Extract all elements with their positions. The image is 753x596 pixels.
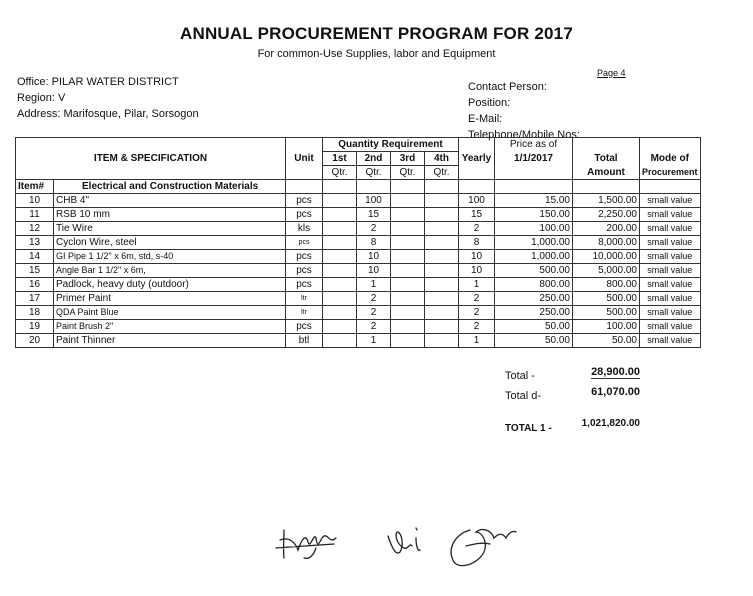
item-unit: btl [286, 334, 323, 348]
item-mode: small value [640, 278, 701, 292]
item-unit: pcs [286, 236, 323, 250]
item-total: 1,500.00 [573, 194, 640, 208]
table-row [16, 334, 701, 348]
item-q4 [425, 264, 459, 278]
item-unit: pcs [286, 194, 323, 208]
office-value: PILAR WATER DISTRICT [51, 76, 179, 88]
document-subtitle: For common-Use Supplies, labor and Equipment [257, 48, 496, 60]
item-yearly: 2 [459, 320, 495, 334]
item-q1 [323, 222, 357, 236]
item-q3 [391, 292, 425, 306]
q1-qtr: Qtr. [323, 166, 357, 180]
contact-info [468, 79, 580, 143]
address-line [17, 106, 199, 122]
item-price: 1,000.00 [495, 250, 573, 264]
mode-header-spacer [640, 138, 701, 152]
item-unit: pcs [286, 264, 323, 278]
item-number: 18 [16, 306, 54, 320]
item-q3 [391, 334, 425, 348]
item-number: 17 [16, 292, 54, 306]
item-yearly: 2 [459, 292, 495, 306]
document-title: ANNUAL PROCUREMENT PROGRAM FOR 2017 [179, 24, 573, 43]
item-description: GI Pipe 1 1/2" x 6m, std, s-40 [54, 250, 286, 264]
totals-block [505, 366, 640, 436]
item-description: Cyclon Wire, steel [54, 236, 286, 250]
item-number-header: Item# [16, 180, 54, 194]
unit-header: Unit [286, 138, 323, 180]
item-unit: pcs [286, 320, 323, 334]
mode-header-line2: Procurement [640, 166, 701, 180]
item-description: RSB 10 mm [54, 208, 286, 222]
item-price: 150.00 [495, 208, 573, 222]
q4-header: 4th [425, 152, 459, 166]
item-q2: 2 [357, 306, 391, 320]
item-q3 [391, 250, 425, 264]
item-q1 [323, 306, 357, 320]
category-label: Electrical and Construction Materials [54, 180, 286, 194]
item-q4 [425, 320, 459, 334]
item-mode: small value [640, 222, 701, 236]
office-label: Office: [17, 76, 49, 88]
item-q3 [391, 194, 425, 208]
item-yearly: 1 [459, 278, 495, 292]
signature-1 [276, 530, 336, 558]
item-q3 [391, 264, 425, 278]
table-row [16, 250, 701, 264]
item-price: 50.00 [495, 334, 573, 348]
price-header-spacer [495, 166, 573, 180]
item-q4 [425, 236, 459, 250]
item-mode: small value [640, 292, 701, 306]
item-mode: small value [640, 334, 701, 348]
item-q2: 10 [357, 264, 391, 278]
table-row [16, 320, 701, 334]
item-number: 16 [16, 278, 54, 292]
item-total: 2,250.00 [573, 208, 640, 222]
quantity-requirement-header: Quantity Requirement [323, 138, 459, 152]
item-q4 [425, 250, 459, 264]
item-number: 19 [16, 320, 54, 334]
item-q2: 2 [357, 292, 391, 306]
item-total: 200.00 [573, 222, 640, 236]
item-mode: small value [640, 250, 701, 264]
item-yearly: 15 [459, 208, 495, 222]
position-label: Position: [468, 97, 511, 109]
item-yearly: 1 [459, 334, 495, 348]
item-description: Primer Paint [54, 292, 286, 306]
price-header-line1: Price as of [495, 138, 573, 152]
item-total: 500.00 [573, 292, 640, 306]
total-header-spacer [573, 138, 640, 152]
item-q4 [425, 194, 459, 208]
item-mode: small value [640, 194, 701, 208]
item-q4 [425, 222, 459, 236]
table-body [16, 194, 701, 348]
office-line [17, 74, 199, 90]
item-q1 [323, 292, 357, 306]
item-mode: small value [640, 320, 701, 334]
item-total: 10,000.00 [573, 250, 640, 264]
table-row [16, 194, 701, 208]
item-q2: 10 [357, 250, 391, 264]
item-unit: pcs [286, 250, 323, 264]
price-header-line2: 1/1/2017 [495, 152, 573, 166]
item-yearly: 100 [459, 194, 495, 208]
phone-label: Telephone/Mobile Nos: [468, 129, 580, 141]
signatures [270, 508, 530, 578]
item-q4 [425, 208, 459, 222]
yearly-header: Yearly [459, 138, 495, 180]
item-q1 [323, 278, 357, 292]
item-yearly: 10 [459, 264, 495, 278]
item-mode: small value [640, 306, 701, 320]
item-number: 15 [16, 264, 54, 278]
item-number: 13 [16, 236, 54, 250]
item-unit: pcs [286, 208, 323, 222]
table-row [16, 292, 701, 306]
item-number: 10 [16, 194, 54, 208]
item-yearly: 8 [459, 236, 495, 250]
item-price: 100.00 [495, 222, 573, 236]
address-label: Address: [17, 108, 61, 120]
item-total: 800.00 [573, 278, 640, 292]
email-label: E-Mail: [468, 113, 503, 125]
item-unit: ltr [286, 292, 323, 306]
signature-2 [388, 528, 420, 553]
table-row [16, 222, 701, 236]
item-unit: ltr [286, 306, 323, 320]
item-q2: 1 [357, 334, 391, 348]
item-q1 [323, 334, 357, 348]
item-description: Padlock, heavy duty (outdoor) [54, 278, 286, 292]
item-q2: 2 [357, 320, 391, 334]
item-q2: 1 [357, 278, 391, 292]
table-row [16, 264, 701, 278]
table-row [16, 208, 701, 222]
table-row [16, 278, 701, 292]
item-q1 [323, 194, 357, 208]
table-row [16, 306, 701, 320]
item-unit: pcs [286, 278, 323, 292]
item-q4 [425, 306, 459, 320]
item-q3 [391, 236, 425, 250]
item-number: 12 [16, 222, 54, 236]
item-q3 [391, 222, 425, 236]
mode-header-line1: Mode of [640, 152, 701, 166]
item-price: 500.00 [495, 264, 573, 278]
q3-header: 3rd [391, 152, 425, 166]
item-description: QDA Paint Blue [54, 306, 286, 320]
contact-person-label: Contact Person: [468, 81, 547, 93]
item-spec-header: ITEM & SPECIFICATION [16, 138, 286, 180]
signature-3 [451, 530, 516, 566]
item-q3 [391, 306, 425, 320]
item-description: Angle Bar 1 1/2" x 6m, [54, 264, 286, 278]
total-d-label: Total d- [505, 390, 542, 402]
item-price: 1,000.00 [495, 236, 573, 250]
item-yearly: 10 [459, 250, 495, 264]
page-number: Page 4 [597, 68, 626, 78]
item-q2: 2 [357, 222, 391, 236]
item-description: Paint Brush 2" [54, 320, 286, 334]
item-q1 [323, 250, 357, 264]
item-total: 500.00 [573, 306, 640, 320]
item-price: 800.00 [495, 278, 573, 292]
item-number: 20 [16, 334, 54, 348]
item-price: 15.00 [495, 194, 573, 208]
item-q2: 8 [357, 236, 391, 250]
item-q3 [391, 320, 425, 334]
item-description: CHB 4" [54, 194, 286, 208]
total1-value: 1,021,820.00 [581, 418, 640, 429]
table-row [16, 236, 701, 250]
procurement-table [15, 137, 701, 348]
item-q2: 15 [357, 208, 391, 222]
item-unit: kls [286, 222, 323, 236]
item-yearly: 2 [459, 222, 495, 236]
total-label: Total - [505, 370, 535, 382]
item-yearly: 2 [459, 306, 495, 320]
item-price: 50.00 [495, 320, 573, 334]
item-q4 [425, 292, 459, 306]
item-q3 [391, 208, 425, 222]
item-total: 50.00 [573, 334, 640, 348]
item-q1 [323, 320, 357, 334]
q3-qtr: Qtr. [391, 166, 425, 180]
address-value: Marifosque, Pilar, Sorsogon [63, 108, 199, 120]
q4-qtr: Qtr. [425, 166, 459, 180]
item-q4 [425, 334, 459, 348]
q1-header: 1st [323, 152, 357, 166]
item-q4 [425, 278, 459, 292]
item-q1 [323, 208, 357, 222]
item-total: 100.00 [573, 320, 640, 334]
item-number: 11 [16, 208, 54, 222]
item-q1 [323, 264, 357, 278]
region-value: V [57, 92, 66, 104]
total-value: 28,900.00 [591, 366, 640, 378]
region-label: Region: [17, 92, 55, 104]
total1-label: TOTAL 1 - [505, 423, 552, 434]
item-description: Tie Wire [54, 222, 286, 236]
region-line [17, 90, 199, 106]
item-mode: small value [640, 264, 701, 278]
item-mode: small value [640, 236, 701, 250]
item-q2: 100 [357, 194, 391, 208]
item-total: 8,000.00 [573, 236, 640, 250]
item-q1 [323, 236, 357, 250]
total-d-value: 61,070.00 [591, 386, 640, 398]
item-total: 5,000.00 [573, 264, 640, 278]
item-number: 14 [16, 250, 54, 264]
item-q3 [391, 278, 425, 292]
item-mode: small value [640, 208, 701, 222]
item-price: 250.00 [495, 306, 573, 320]
total-header-line2: Amount [573, 166, 640, 180]
q2-header: 2nd [357, 152, 391, 166]
item-price: 250.00 [495, 292, 573, 306]
item-description: Paint Thinner [54, 334, 286, 348]
total-header-line1: Total [573, 152, 640, 166]
office-info [17, 74, 199, 122]
q2-qtr: Qtr. [357, 166, 391, 180]
